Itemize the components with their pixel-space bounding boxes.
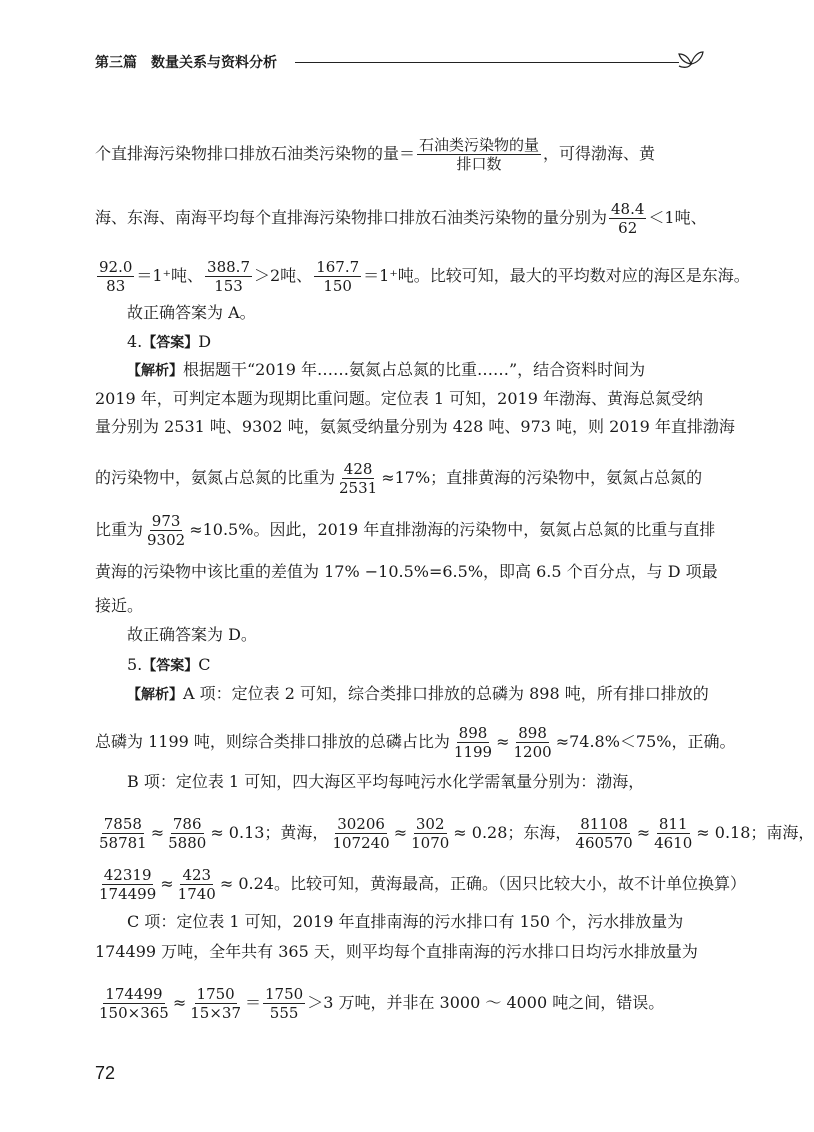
fraction: $\frac{302}{1070}$ xyxy=(411,815,450,852)
answer-line: 4.【答案】D xyxy=(127,332,212,351)
text-line: 174499 万吨，全年共有 365 天，则平均每个直排南海的污水排口日均污水排放量为 xyxy=(95,942,698,961)
conclusion-text: 故正确答案为 A。 xyxy=(127,303,256,322)
text-line: 黄海的污染物中该比重的差值为 17% −10.5%=6.5%，即高 6.5 个百分点，与 D 项最 xyxy=(95,562,718,581)
fraction: $\frac{81108}{460570}$ xyxy=(575,815,633,852)
text-line: 海、东海、南海平均每个直排海污染物排口排放石油类污染物的量分别为 $\frac{48.4}{62}$ ＜1吨、 xyxy=(95,200,707,237)
conclusion-text: 故正确答案为 D。 xyxy=(127,625,257,644)
fraction: $\frac{174499}{150\times 365}$ xyxy=(99,985,169,1022)
text-line: 量分别为 2531 吨、9302 吨，氨氮受纳量分别为 428 吨、973 吨，则 2019 年直排渤海 xyxy=(95,417,735,436)
fraction: $\frac{423}{1740}$ xyxy=(177,866,216,903)
fraction: $\frac{973}{9302}$ xyxy=(147,512,186,549)
fraction: $\frac{167.7}{150}$ xyxy=(316,258,360,295)
fraction: $\frac{7858}{58781}$ xyxy=(99,815,147,852)
text-line: 比重为 $\frac{973}{9302}$ ≈10.5%。因此，2019 年直排渤海的污染物中，氨氮占总氮的比重与直排 xyxy=(95,512,716,549)
header-rule xyxy=(295,62,679,63)
fraction: $\frac{898}{1199}$ xyxy=(453,724,493,761)
fraction: $\frac{428}{2531}$ xyxy=(339,460,378,497)
text-line: B 项：定位表 1 可知，四大海区平均每吨污水化学需氧量分别为：渤海， xyxy=(127,772,645,791)
fraction: $\frac{1750}{555}$ xyxy=(265,985,304,1022)
text-line: 总磷为 1199 吨，则综合类排口排放的总磷占比为 $\frac{898}{1199}$ ≈ $\frac{898}{1200}$ ≈74.8%＜75%，正确。 xyxy=(95,724,736,761)
analysis-label: 【解析】 xyxy=(127,687,183,703)
text-line: 的污染物中，氨氮占总氮的比重为 $\frac{428}{2531}$ ≈17%；直排黄海的污染物中，氨氮占总氮的 xyxy=(95,460,703,497)
fraction: $\frac{811}{4610}$ xyxy=(654,815,693,852)
text-line: 接近。 xyxy=(95,596,144,615)
text-line: $\frac{174499}{150\times 365}$ ≈ $\frac{1750}{15\times 37}$ ＝ $\frac{1750}{555}$ ＞3 万吨，并非在 3000 ～ 4000 吨之间，错误。 xyxy=(99,985,665,1022)
sprout-icon xyxy=(675,46,705,72)
running-header xyxy=(95,52,705,76)
fraction: $\frac{786}{5880}$ xyxy=(168,815,207,852)
fraction: $\frac{388.7}{153}$ xyxy=(207,258,250,295)
text-line: $\frac{92.0}{83}$ ＝1⁺吨、 $\frac{388.7}{153}$ ＞2吨、 $\frac{167.7}{150}$ ＝1⁺吨。比较可知，最大的平均数对应的海区是东海。 xyxy=(99,258,750,295)
text-line: $\frac{7858}{58781}$ ≈ $\frac{786}{5880}$ ≈ 0.13；黄海， $\frac{30206}{107240}$ ≈ $\frac{302}{1070}$ ≈ 0.28；东海， $\frac{81108}{460570}$ ≈ $\frac{811}{4610}$ ≈ 0.18；南海， xyxy=(99,815,814,852)
fraction: $\frac{1750}{15\times 37}$ xyxy=(190,985,241,1022)
fraction: $\frac{30206}{107240}$ xyxy=(332,815,390,852)
text-line: C 项：定位表 1 可知，2019 年直排南海的污水排口有 150 个，污水排放量为 xyxy=(127,912,684,931)
fraction: $\frac{898}{1200}$ xyxy=(513,724,552,761)
fraction: $\frac{48.4}{62}$ xyxy=(611,200,645,237)
chapter-title: 第三篇 数量关系与资料分析 xyxy=(95,55,277,71)
text-line: $\frac{42319}{174499}$ ≈ $\frac{423}{1740}$ ≈ 0.24。比较可知，黄海最高，正确。（因只比较大小，故不计单位换算） xyxy=(99,866,746,903)
fraction: $\frac{42319}{174499}$ xyxy=(99,866,157,903)
text-line: 个直排海污染物排口排放石油类污染物的量＝ $\frac{\text{石油类污染物的量}}{\text{排口数}}$ ，可得渤海、黄 xyxy=(95,136,656,173)
page-number: 72 xyxy=(95,1063,116,1083)
fraction: $\frac{92.0}{83}$ xyxy=(99,258,133,295)
text-line: 【解析】根据题干“2019 年……氨氮占总氮的比重……”，结合资料时间为 xyxy=(127,360,646,379)
answer-line: 5.【答案】C xyxy=(127,655,211,674)
fraction: $\frac{\text{石油类污染物的量}}{\text{排口数}}$ xyxy=(419,136,540,173)
text-line: 【解析】A 项：定位表 2 可知，综合类排口排放的总磷为 898 吨，所有排口排放的 xyxy=(127,684,709,703)
text-line: 2019 年，可判定本题为现期比重问题。定位表 1 可知，2019 年渤海、黄海总氮受纳 xyxy=(95,389,703,408)
analysis-label: 【解析】 xyxy=(127,363,183,379)
